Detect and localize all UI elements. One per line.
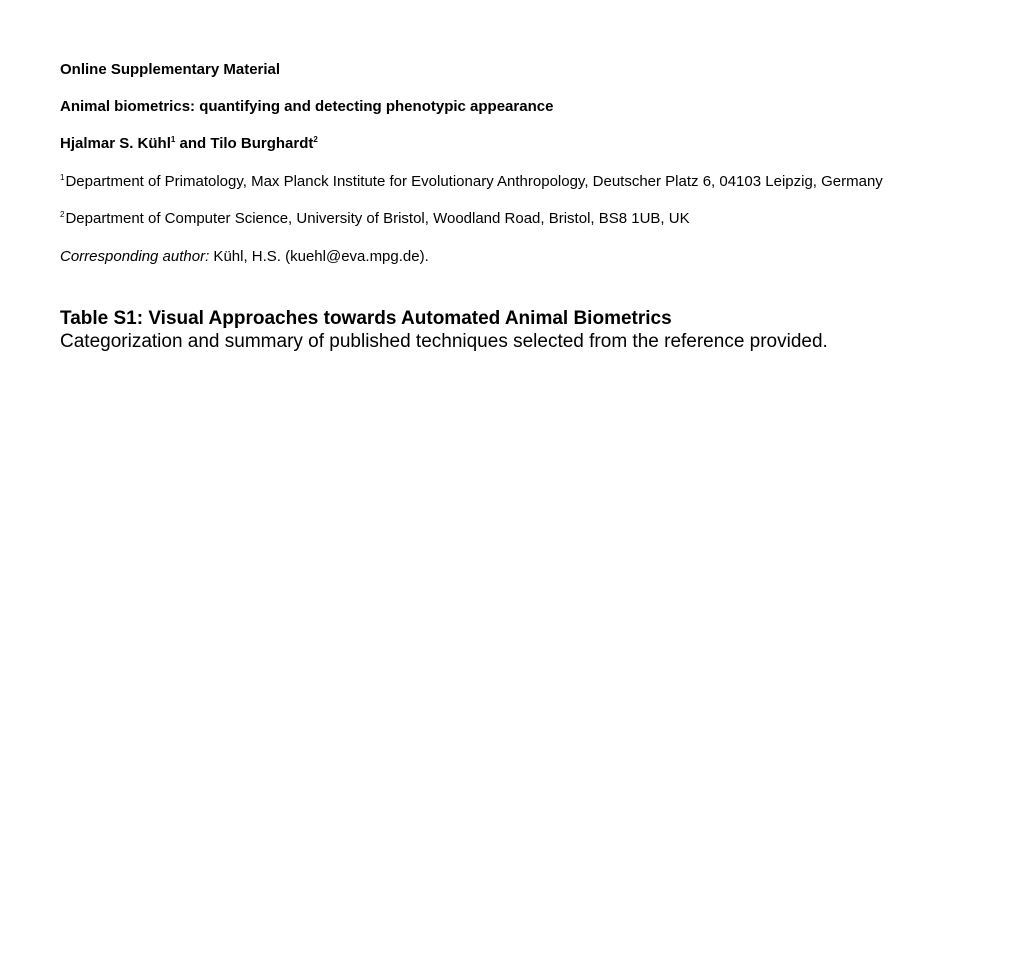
author-connector: and [175,135,211,152]
affiliation-2 [60,210,690,230]
author-affil-mark: 1 [170,135,176,144]
affiliation-text: Department of Computer Science, University of Bristol, Woodland Road, Bristol, BS8 1UB, UK [65,210,690,227]
article-title: Animal biometrics: quantifying and detecting phenotypic appearance [60,98,554,115]
corresponding-author [60,248,429,266]
affiliation-text: Department of Primatology, Max Planck Institute for Evolutionary Anthropology, Deutscher Platz 6, 04103 Leipzig, Germany [65,173,883,190]
affiliation-1 [60,173,883,193]
corresponding-label: Corresponding author: [60,248,210,265]
author-affil-mark: 2 [313,135,318,144]
affiliation-mark: 1 [60,173,65,182]
author-name: Tilo Burghardt [210,135,314,152]
supplementary-label: Online Supplementary Material [60,61,281,78]
table-caption: Categorization and summary of published techniques selected from the reference provided. [60,331,828,352]
author-line [60,135,318,153]
table-title: Table S1: Visual Approaches towards Automated Animal Biometrics [60,308,672,329]
author-name: Hjalmar S. Kühl [60,135,171,152]
affiliation-mark: 2 [60,210,65,219]
corresponding-value: Kühl, H.S. (kuehl@eva.mpg.de). [209,248,429,265]
